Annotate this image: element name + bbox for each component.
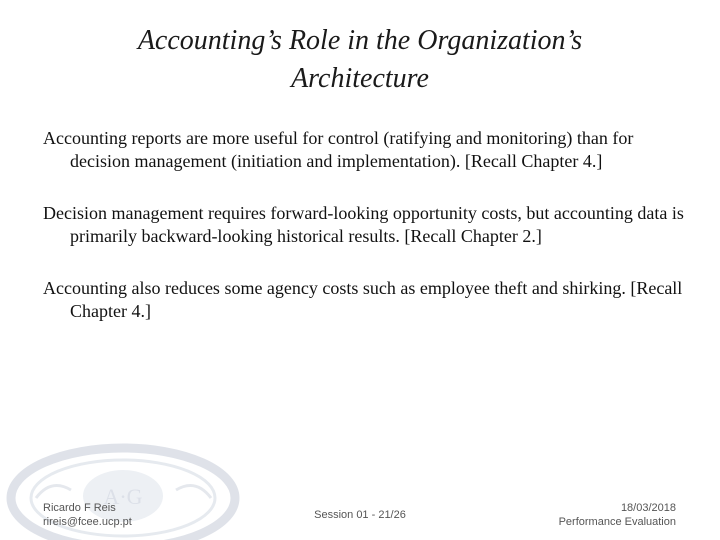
slide-title-line-1: Accounting’s Role in the Organization’s — [137, 25, 583, 56]
seal-monogram: A·G — [103, 484, 143, 509]
bullet-item: Decision management requires forward-looking opportunity costs, but accounting data is primarily backward-looking historical results. [Recall Chapter 2.] — [43, 203, 684, 246]
footer-session: Session 01 - 21/26 — [314, 509, 406, 521]
bullet-item: Accounting reports are more useful for control (ratifying and monitoring) than for decision management (initiation and implementation). [Recall Chapter 4.] — [43, 128, 634, 171]
seal-ornament-left — [36, 486, 71, 499]
footer-date-block — [559, 501, 676, 529]
bullet-item: Accounting also reduces some agency costs such as employee theft and shirking. [Recall Chapter 4.] — [43, 278, 683, 321]
seal-ornament-right — [176, 486, 211, 499]
footer-date: 18/03/2018 — [620, 502, 676, 514]
footer-author-block — [43, 501, 132, 529]
footer-course: Performance Evaluation — [558, 516, 676, 528]
bullet-list — [43, 127, 693, 322]
slide-title-line-2: Architecture — [291, 63, 429, 94]
footer-email: rireis@fcee.ucp.pt — [43, 516, 132, 528]
footer-author: Ricardo F Reis — [43, 502, 116, 514]
slide-title — [60, 22, 660, 98]
